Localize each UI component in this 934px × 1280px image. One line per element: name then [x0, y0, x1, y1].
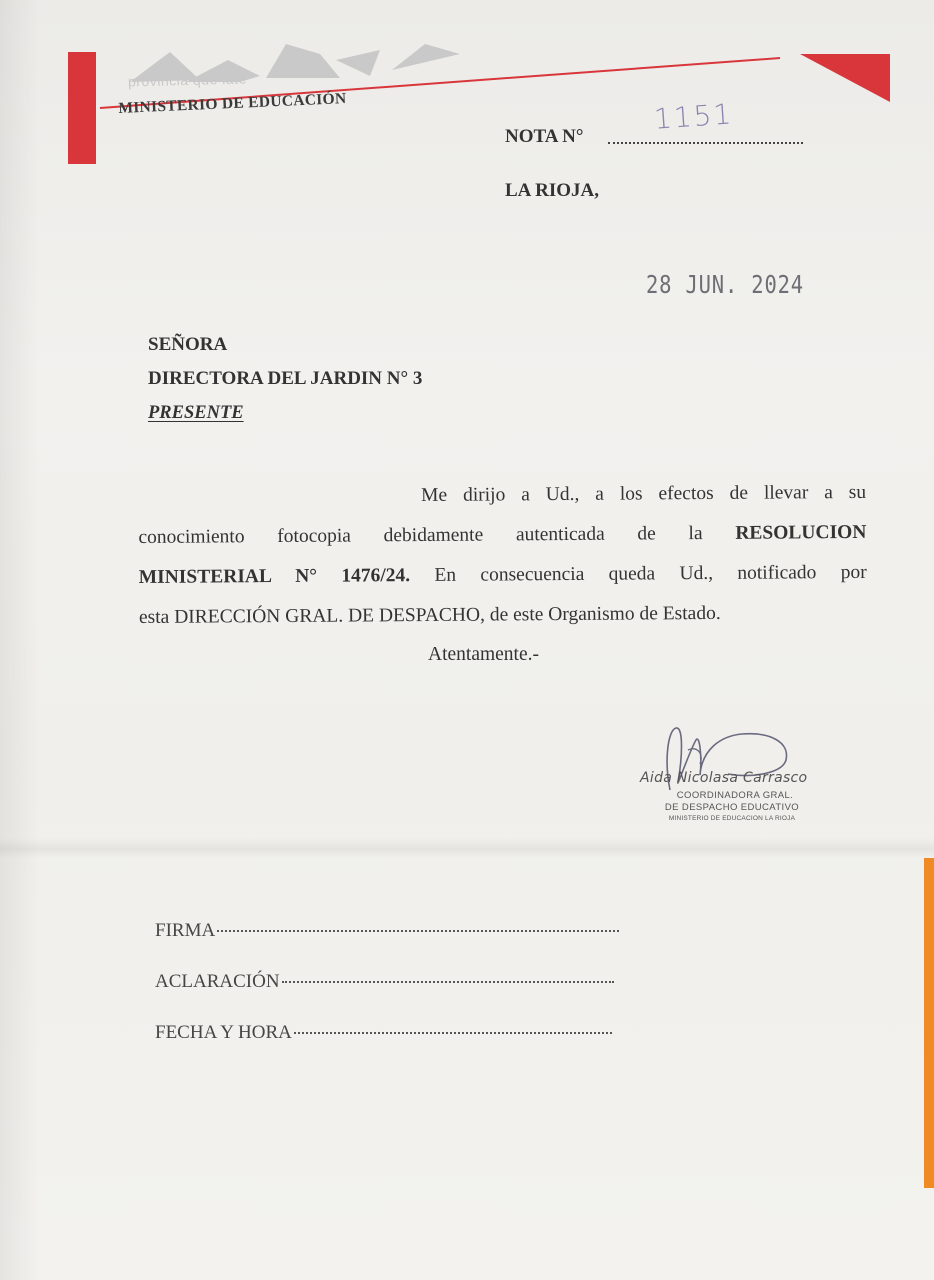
letterhead-red-corner: [800, 54, 890, 102]
logo-tagline: provincia que late: [127, 70, 247, 90]
signatory-ministry: MINISTERIO DE EDUCACION LA RIOJA: [668, 815, 796, 822]
orange-page-edge: [924, 858, 934, 1188]
signatory-role: COORDINADORA GRAL.: [676, 790, 794, 801]
aclaracion-label: ACLARACIÓN: [155, 971, 280, 992]
nota-label: NOTA N°: [505, 126, 584, 147]
body-line-3: [139, 553, 867, 598]
addressee-presente: PRESENTE: [148, 403, 244, 423]
body-line-3-bold: MINISTERIAL N° 1476/24.: [138, 565, 411, 588]
letter-body: [138, 473, 867, 638]
body-line-1: Me dirijo a Ud., a los efectos de llevar a su: [421, 481, 867, 507]
handwritten-signature: [630, 720, 820, 800]
paper-fold: [0, 838, 934, 858]
page-shadow: [0, 0, 40, 1280]
firma-field: [155, 920, 619, 942]
fecha-hora-field: [155, 1022, 612, 1044]
body-line-2: [138, 513, 866, 558]
aclaracion-dotted-line: [282, 980, 614, 983]
fecha-hora-dotted-line: [294, 1031, 612, 1034]
addressee-position: DIRECTORA DEL JARDIN N° 3: [148, 368, 423, 389]
date-stamp: 28 JUN. 2024: [646, 270, 804, 299]
body-line-2-text: conocimiento fotocopia debidamente autenticada de la: [138, 522, 736, 548]
closing: Atentamente.-: [428, 644, 539, 665]
addressee-title: SEÑORA: [148, 334, 228, 355]
firma-dotted-line: [217, 929, 619, 932]
body-line-2-bold: RESOLUCION: [735, 521, 867, 544]
body-line-4: esta DIRECCIÓN GRAL. DE DESPACHO, de este Organismo de Estado.: [138, 602, 721, 628]
nota-handwritten-number: 1151: [652, 97, 735, 136]
body-line-3-text: En consecuencia queda Ud., notificado por: [410, 561, 867, 587]
place-line: LA RIOJA,: [505, 180, 599, 201]
firma-label: FIRMA: [155, 920, 216, 941]
aclaracion-field: [155, 971, 614, 993]
ministry-heading: MINISTERIO DE EDUCACIÓN: [118, 90, 347, 117]
signatory-name: Aida Nicolasa Carrasco: [640, 770, 808, 786]
fecha-hora-label: FECHA Y HORA: [155, 1022, 292, 1043]
signatory-department: DE DESPACHO EDUCATIVO: [664, 802, 800, 813]
addressee-block: [148, 328, 422, 430]
